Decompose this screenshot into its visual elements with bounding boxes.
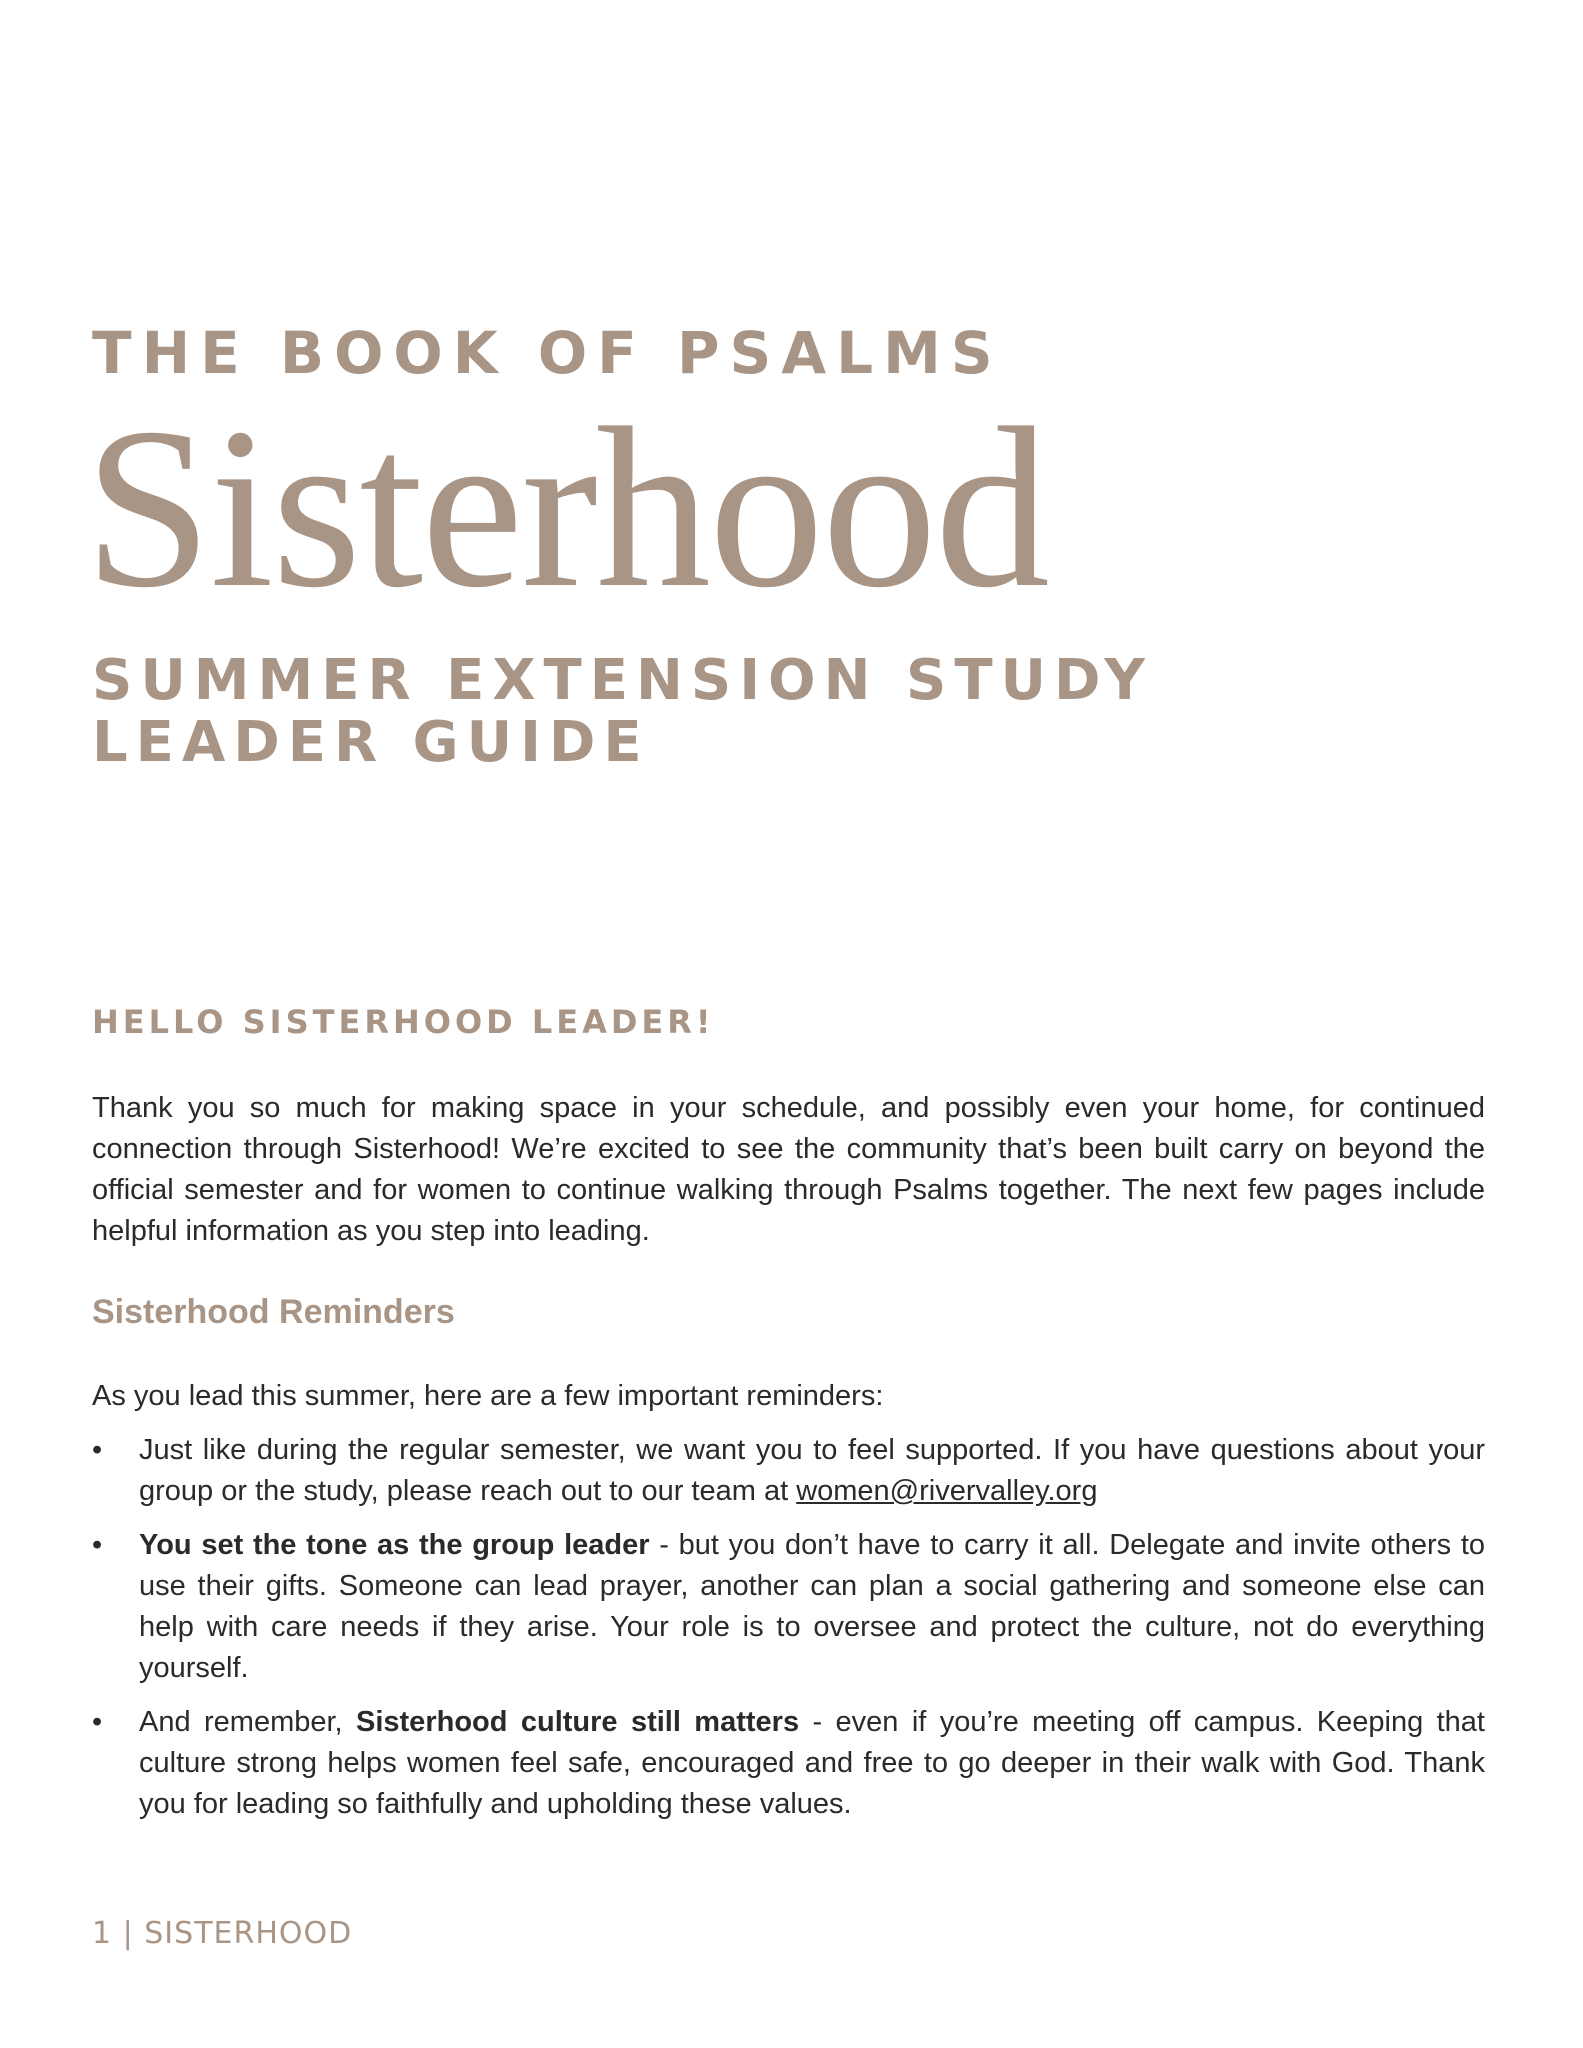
reminder-text: - even if you’re meeting off campus. Keeping that culture strong helps women feel safe, encouraged and free to go deeper in their walk with God. Thank you for leading so faithfully and upholding these values. (139, 1706, 1485, 1820)
book-eyebrow: THE BOOK OF PSALMS (92, 319, 1003, 387)
reminders-lead-in: As you lead this summer, here are a few important reminders: (92, 1380, 884, 1412)
page-subtitle (92, 650, 1153, 774)
bullet-icon: • (92, 1706, 103, 1738)
bullet-icon: • (92, 1434, 103, 1466)
subtitle-line-1: SUMMER EXTENSION STUDY (92, 648, 1153, 713)
page-title: Sisterhood (84, 380, 1048, 635)
page-footer: 1 | SISTERHOOD (92, 1916, 353, 1951)
greeting-paragraph: Thank you so much for making space in your schedule, and possibly even your home, for continued connection through Sisterhood! We’re excited to see the community that’s been built carry on beyond the official semester and for women to continue walking through Psalms together. The next few pages include helpful information as you step into leading. (92, 1092, 1485, 1247)
reminders-heading: Sisterhood Reminders (92, 1293, 455, 1331)
subtitle-line-2: LEADER GUIDE (92, 710, 650, 775)
reminder-emphasis: Sisterhood culture still matters (356, 1706, 800, 1738)
list-item (92, 1430, 1485, 1512)
reminders-list (92, 1430, 1485, 1838)
reminder-text: Just like during the regular semester, we want you to feel supported. If you have questions about your group or the study, please reach out to our team at (139, 1434, 1485, 1507)
reminder-text: - but you don’t have to carry it all. Delegate and invite others to use their gifts. Someone can lead prayer, another can plan a social gathering and someone else can help with care needs if they arise. Your role is to oversee and protect the culture, not do everything yourself. (139, 1529, 1486, 1684)
bullet-icon: • (92, 1529, 103, 1561)
reminder-prefix: And remember, (139, 1706, 356, 1738)
email-link[interactable]: women@rivervalley.org (796, 1475, 1098, 1507)
reminder-emphasis: You set the tone as the group leader (139, 1529, 650, 1561)
list-item (92, 1702, 1485, 1825)
list-item (92, 1525, 1485, 1689)
greeting-heading: HELLO SISTERHOOD LEADER! (92, 1003, 715, 1041)
